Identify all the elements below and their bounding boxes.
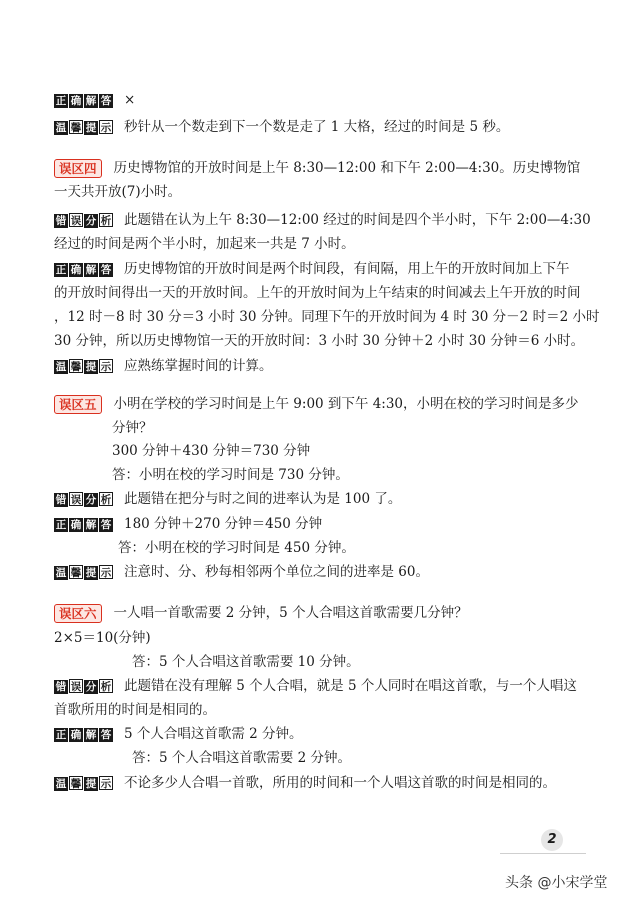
watermark: 头条 @小宋学堂 bbox=[505, 875, 608, 891]
tip-label: 温 馨 提 示 bbox=[55, 567, 112, 579]
top-tip-text: 秒针从一个数走到下一个数是走了 1 大格，经过的时间是 5 秒。 bbox=[124, 119, 510, 135]
error-analysis-label: 错 误 分 析 bbox=[55, 494, 112, 506]
tip-label: 温 馨 提 示 bbox=[55, 778, 112, 790]
tip-label: 温 馨 提 示 bbox=[55, 122, 112, 134]
area6-correct-answer: 答：5 个人合唱这首歌需要 2 分钟。 bbox=[132, 750, 352, 766]
area4-correct-line-3: ，12 时－8 时 30 分＝3 小时 30 分钟。同理下午的开放时间为 4 时 30 分－2 时＝2 小时 bbox=[54, 309, 600, 325]
area4-correct-line-1: 正 确 解 答 历史博物馆的开放时间是两个时间段，有间隔，用上午的开放时间加上下午 bbox=[55, 261, 570, 277]
area4-error-line-2: 经过的时间是两个半小时，加起来一共是 7 小时。 bbox=[54, 236, 355, 252]
correct-answer-label: 正 确 解 答 bbox=[55, 94, 112, 107]
correct-answer-label: 正 确 解 答 bbox=[55, 728, 112, 741]
area6-wrong-calc: 2×5＝10(分钟) bbox=[54, 630, 151, 646]
page-number-rule bbox=[500, 853, 586, 854]
area4-correct-line-4: 30 分钟，所以历史博物馆一天的开放时间：3 小时 30 分钟＋2 小时 30 分钟＝6 小时。 bbox=[54, 333, 585, 349]
page-number: 2 bbox=[541, 829, 563, 851]
area6-correct-line: 正 确 解 答 5 个人合唱这首歌需 2 分钟。 bbox=[55, 726, 303, 742]
area5-error-line: 错 误 分 析 此题错在把分与时之间的进率认为是 100 了。 bbox=[55, 491, 402, 507]
area4-tag: 误区四 bbox=[54, 159, 102, 178]
area4-error-line-1: 错 误 分 析 此题错在认为上午 8:30—12:00 经过的时间是四个半小时，下午 2:00—4:30 bbox=[55, 212, 591, 228]
area4-tip-line: 温 馨 提 示 应熟练掌握时间的计算。 bbox=[55, 358, 273, 374]
correct-answer-label: 正 确 解 答 bbox=[55, 518, 112, 531]
top-correct-text: × bbox=[124, 92, 136, 108]
error-analysis-label: 错 误 分 析 bbox=[55, 681, 112, 693]
tip-label: 温 馨 提 示 bbox=[55, 361, 112, 373]
area5-tip-line: 温 馨 提 示 注意时、分、秒每相邻两个单位之间的进率是 60。 bbox=[55, 564, 429, 580]
area5-correct-answer: 答：小明在校的学习时间是 450 分钟。 bbox=[118, 540, 355, 556]
area4-question-line-1: 误区四 历史博物馆的开放时间是上午 8:30—12:00 和下午 2:00—4:30。历史博物馆 bbox=[54, 157, 580, 179]
area5-correct-line: 正 确 解 答 180 分钟＋270 分钟＝450 分钟 bbox=[55, 516, 323, 532]
area6-error-line-1: 错 误 分 析 此题错在没有理解 5 个人合唱，就是 5 个人同时在唱这首歌，与一个人唱这 bbox=[55, 678, 577, 694]
area6-question-line: 误区六 一人唱一首歌需要 2 分钟，5 个人合唱这首歌需要几分钟？ bbox=[54, 602, 468, 624]
area6-wrong-answer: 答：5 个人合唱这首歌需要 10 分钟。 bbox=[132, 654, 360, 670]
area4-question-line-2: 一天共开放(7)小时。 bbox=[54, 184, 182, 200]
area6-error-line-2: 首歌所用的时间是相同的。 bbox=[54, 702, 216, 718]
correct-answer-label: 正 确 解 答 bbox=[55, 263, 112, 276]
area5-question-line-2: 分钟？ bbox=[112, 420, 153, 436]
top-correct-line bbox=[54, 89, 135, 111]
area5-tag: 误区五 bbox=[54, 395, 102, 414]
area6-tip-line: 温 馨 提 示 不论多少人合唱一首歌，所用的时间和一个人唱这首歌的时间是相同的。 bbox=[55, 775, 556, 791]
area4-correct-line-2: 的开放时间得出一天的开放时间。上午的开放时间为上午结束的时间减去上午开放的时间 bbox=[54, 285, 581, 301]
top-tip-line bbox=[54, 116, 509, 138]
area5-wrong-answer: 答：小明在校的学习时间是 730 分钟。 bbox=[112, 467, 349, 483]
area6-tag: 误区六 bbox=[54, 604, 102, 623]
error-analysis-label: 错 误 分 析 bbox=[55, 215, 112, 227]
area5-wrong-calc: 300 分钟＋430 分钟＝730 分钟 bbox=[112, 443, 311, 459]
area5-question-line-1: 误区五 小明在学校的学习时间是上午 9:00 到下午 4:30，小明在校的学习时间是多少 bbox=[54, 393, 579, 415]
